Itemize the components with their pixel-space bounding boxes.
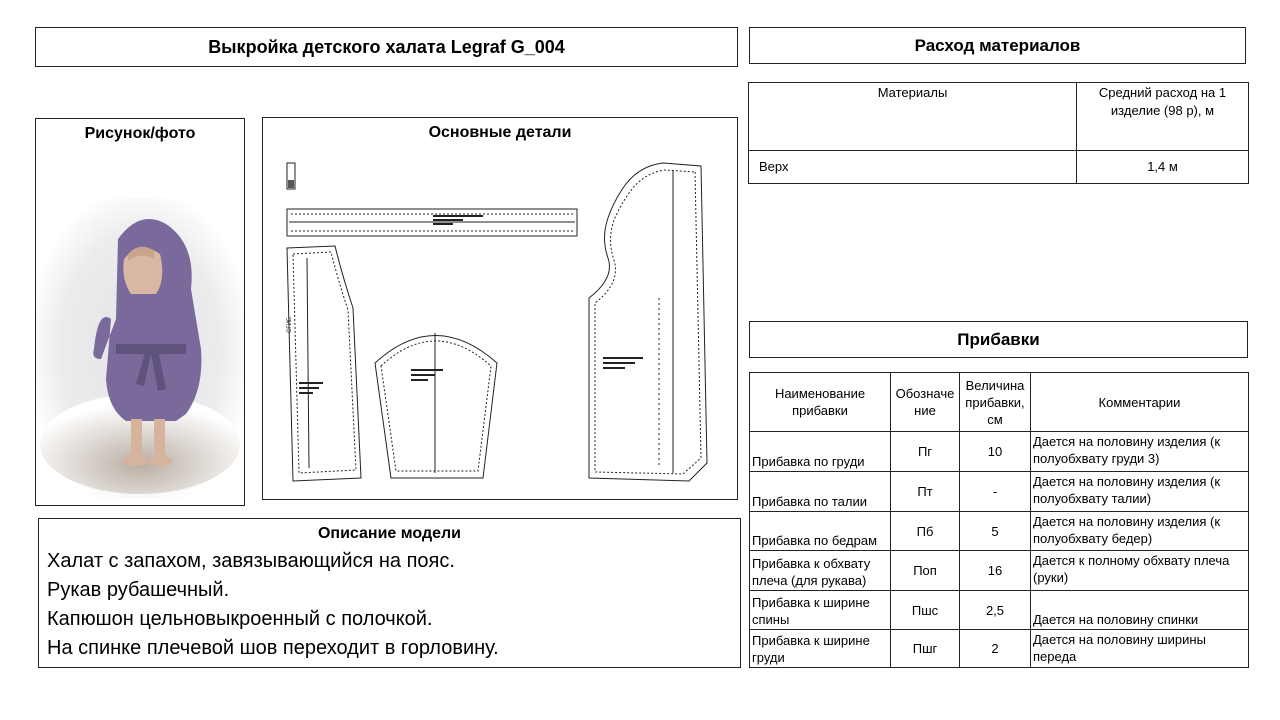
allowance-comment-cell: Дается на половину спинки	[1031, 591, 1249, 630]
table-row	[750, 630, 1249, 668]
description-line: Рукав рубашечный.	[47, 579, 230, 601]
pattern-piece-belt	[287, 209, 577, 236]
allowance-symbol-cell: Пб	[891, 512, 960, 551]
description-panel	[38, 518, 741, 668]
allowance-value-cell: -	[960, 472, 1031, 512]
allowance-comment-cell: Дается на половину изделия (к полуобхвату талии)	[1031, 472, 1249, 512]
table-row	[750, 432, 1249, 472]
page-title-box	[35, 27, 738, 67]
consumption-cell: 1,4 м	[1077, 151, 1249, 184]
allowance-symbol-cell: Пшг	[891, 630, 960, 668]
page-title: Выкройка детского халата Legraf G_004	[208, 36, 565, 57]
details-panel	[262, 117, 738, 500]
table-row	[750, 591, 1249, 630]
consumption-col-header: Средний расход на 1 изделие (98 р), м	[1077, 83, 1249, 151]
table-row	[750, 551, 1249, 591]
allowance-name-cell: Прибавка по груди	[750, 432, 891, 472]
allowance-value-cell: 16	[960, 551, 1031, 591]
comment-col-header: Комментарии	[1031, 373, 1249, 432]
symbol-col-header: Обозначение	[891, 373, 960, 432]
allowance-comment-cell: Дается к полному обхвату плеча (руки)	[1031, 551, 1249, 591]
allowance-symbol-cell: Пшс	[891, 591, 960, 630]
allowance-value-cell: 10	[960, 432, 1031, 472]
fold-label: СГИБ	[287, 317, 293, 333]
material-cell: Верх	[749, 151, 1077, 184]
photo-panel-title: Рисунок/фото	[84, 125, 196, 142]
materials-title-box	[749, 27, 1246, 64]
allowance-comment-cell: Дается на половину изделия (к полуобхвату бедер)	[1031, 512, 1249, 551]
materials-table	[748, 82, 1249, 184]
photo-panel	[35, 118, 245, 506]
materials-col-header: Материалы	[749, 83, 1077, 151]
description-line: Халат с запахом, завязывающийся на пояс.	[47, 550, 455, 572]
allowances-title: Прибавки	[957, 329, 1040, 349]
pattern-piece-sleeve	[375, 333, 497, 478]
materials-title: Расход материалов	[914, 35, 1081, 55]
pattern-piece-back	[287, 246, 361, 481]
allowance-value-cell: 2	[960, 630, 1031, 668]
allowance-name-cell: Прибавка по бедрам	[750, 512, 891, 551]
allowance-name-cell: Прибавка к ширине груди	[750, 630, 891, 668]
allowance-symbol-cell: Пт	[891, 472, 960, 512]
description-title: Описание модели	[317, 525, 462, 542]
details-panel-title: Основные детали	[428, 124, 572, 141]
allowance-symbol-cell: Пг	[891, 432, 960, 472]
description-line: На спинке плечевой шов переходит в горловину.	[47, 637, 499, 659]
allowances-title-box	[749, 321, 1248, 358]
allowance-name-cell: Прибавка по талии	[750, 472, 891, 512]
pattern-piece-front	[589, 163, 707, 481]
allowance-value-cell: 2,5	[960, 591, 1031, 630]
table-row	[750, 472, 1249, 512]
value-col-header: Величина прибавки, см	[960, 373, 1031, 432]
allowance-name-cell: Прибавка к обхвату плеча (для рукава)	[750, 551, 891, 591]
table-row	[749, 151, 1249, 184]
allowance-comment-cell: Дается на половину изделия (к полуобхвату груди 3)	[1031, 432, 1249, 472]
allowance-comment-cell: Дается на половину ширины переда	[1031, 630, 1249, 668]
model-photo	[36, 199, 244, 499]
allowance-value-cell: 5	[960, 512, 1031, 551]
allowance-symbol-cell: Поп	[891, 551, 960, 591]
allowance-name-cell: Прибавка к ширине спины	[750, 591, 891, 630]
description-line: Капюшон цельновыкроенный с полочкой.	[47, 608, 433, 630]
table-row	[750, 512, 1249, 551]
pattern-pieces-drawing	[263, 148, 737, 498]
name-col-header: Наименование прибавки	[750, 373, 891, 432]
allowances-table	[749, 372, 1249, 668]
